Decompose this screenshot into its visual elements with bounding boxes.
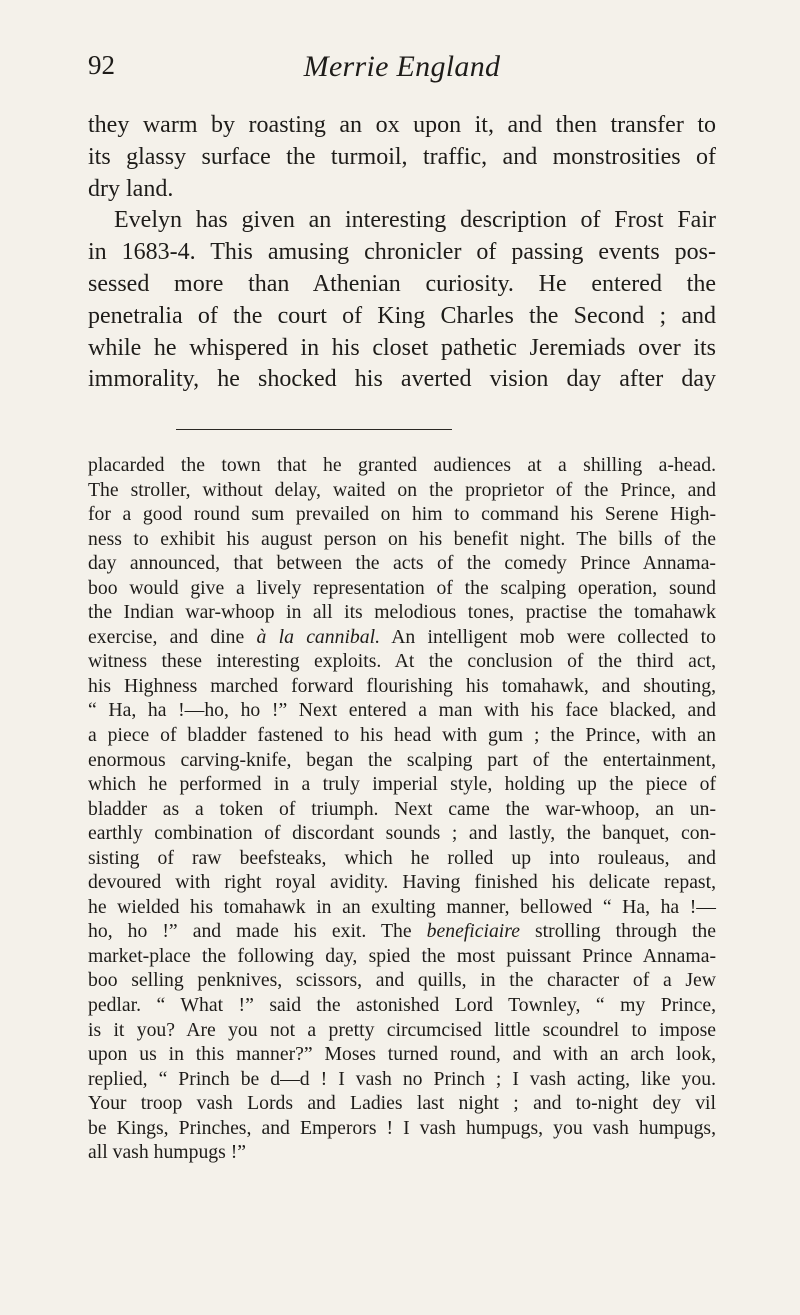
text-line: enormous carving-knife, began the scalping part of the entertainment, bbox=[88, 748, 716, 771]
text-line: be Kings, Prinches, and Emperors ! I vash humpugs, you vash humpugs, bbox=[88, 1116, 716, 1139]
footnote-rule bbox=[176, 429, 452, 430]
text-line: Your troop vash Lords and Ladies last night ; and to-night dey vil bbox=[88, 1092, 716, 1115]
text-line: sessed more than Athenian curiosity. He entered the bbox=[88, 270, 716, 297]
text-segment: exercise, and dine bbox=[88, 625, 245, 648]
text-line: witness these interesting exploits. At the conclusion of the third act, bbox=[88, 650, 716, 673]
text-line: ness to exhibit his august person on his benefit night. The bills of the bbox=[88, 527, 716, 550]
text-line: its glassy surface the turmoil, traffic, and monstrosities of bbox=[88, 143, 716, 170]
text-line: “ Ha, ha !—ho, ho !” Next entered a man with his face blacked, and bbox=[88, 699, 716, 722]
text-line: dry land. bbox=[88, 175, 174, 202]
text-line: devoured with right royal avidity. Having finished his delicate repast, bbox=[88, 871, 716, 894]
text-line: earthly combination of discordant sounds ; and lastly, the banquet, con- bbox=[88, 822, 716, 845]
text-segment: strolling through the bbox=[535, 920, 717, 943]
page-number: 92 bbox=[88, 50, 115, 80]
text-line: while he whispered in his closet pathetic Jeremiads over its bbox=[88, 334, 716, 361]
text-line: The stroller, without delay, waited on the proprietor of the Prince, and bbox=[88, 478, 716, 501]
text-segment: ho, ho !” and made his exit. The bbox=[88, 920, 412, 943]
text-line: market-place the following day, spied the most puissant Prince Annama- bbox=[88, 944, 716, 967]
text-segment: An intelligent mob were collected to bbox=[391, 625, 716, 648]
text-line: bladder as a token of triumph. Next came the war-whoop, an un- bbox=[88, 797, 716, 820]
text-line: replied, “ Princh be d—d ! I vash no Princh ; I vash acting, like you. bbox=[88, 1067, 716, 1090]
text-line: upon us in this manner?” Moses turned round, and with an arch look, bbox=[88, 1043, 716, 1066]
text-line: which he performed in a truly imperial style, holding up the piece of bbox=[88, 773, 716, 796]
text-line: immorality, he shocked his averted vision day after day bbox=[88, 366, 716, 393]
text-line: boo selling penknives, scissors, and quills, in the character of a Jew bbox=[88, 969, 716, 992]
text-line: placarded the town that he granted audiences at a shilling a-head. bbox=[88, 454, 716, 476]
text-line: a piece of bladder fastened to his head with gum ; the Prince, with an bbox=[88, 724, 716, 747]
text-line: is it you? Are you not a pretty circumcised little scoundrel to impose bbox=[88, 1018, 716, 1041]
text-line: boo would give a lively representation of the scalping operation, sound bbox=[88, 576, 716, 599]
text-line: his Highness marched forward flourishing his tomahawk, and shouting, bbox=[88, 674, 716, 697]
main-text bbox=[88, 110, 716, 396]
running-title: Merrie England bbox=[303, 50, 501, 83]
text-line bbox=[88, 919, 716, 944]
text-line: all vash humpugs !” bbox=[88, 1141, 247, 1164]
italic-phrase: à la cannibal. bbox=[256, 625, 381, 648]
text-line: in 1683-4. This amusing chronicler of passing events pos- bbox=[88, 239, 716, 266]
text-line: pedlar. “ What !” said the astonished Lord Townley, “ my Prince, bbox=[88, 994, 716, 1017]
text-line: for a good round sum prevailed on him to command his Serene High- bbox=[88, 503, 716, 526]
text-line: Evelyn has given an interesting description of Frost Fair bbox=[114, 207, 716, 234]
text-line: they warm by roasting an ox upon it, and then transfer to bbox=[88, 112, 716, 138]
italic-phrase: beneficiaire bbox=[426, 920, 520, 943]
footnote-text bbox=[88, 453, 716, 1165]
page-header bbox=[88, 50, 716, 100]
text-line: sisting of raw beefsteaks, which he rolled up into rouleaus, and bbox=[88, 846, 716, 869]
text-line: he wielded his tomahawk in an exulting manner, bellowed “ Ha, ha !— bbox=[88, 895, 716, 918]
text-line bbox=[88, 625, 716, 650]
text-line: day announced, that between the acts of the comedy Prince Annama- bbox=[88, 552, 716, 575]
text-line: the Indian war-whoop in all its melodious tones, practise the tomahawk bbox=[88, 601, 716, 624]
text-line: penetralia of the court of King Charles the Second ; and bbox=[88, 302, 716, 329]
